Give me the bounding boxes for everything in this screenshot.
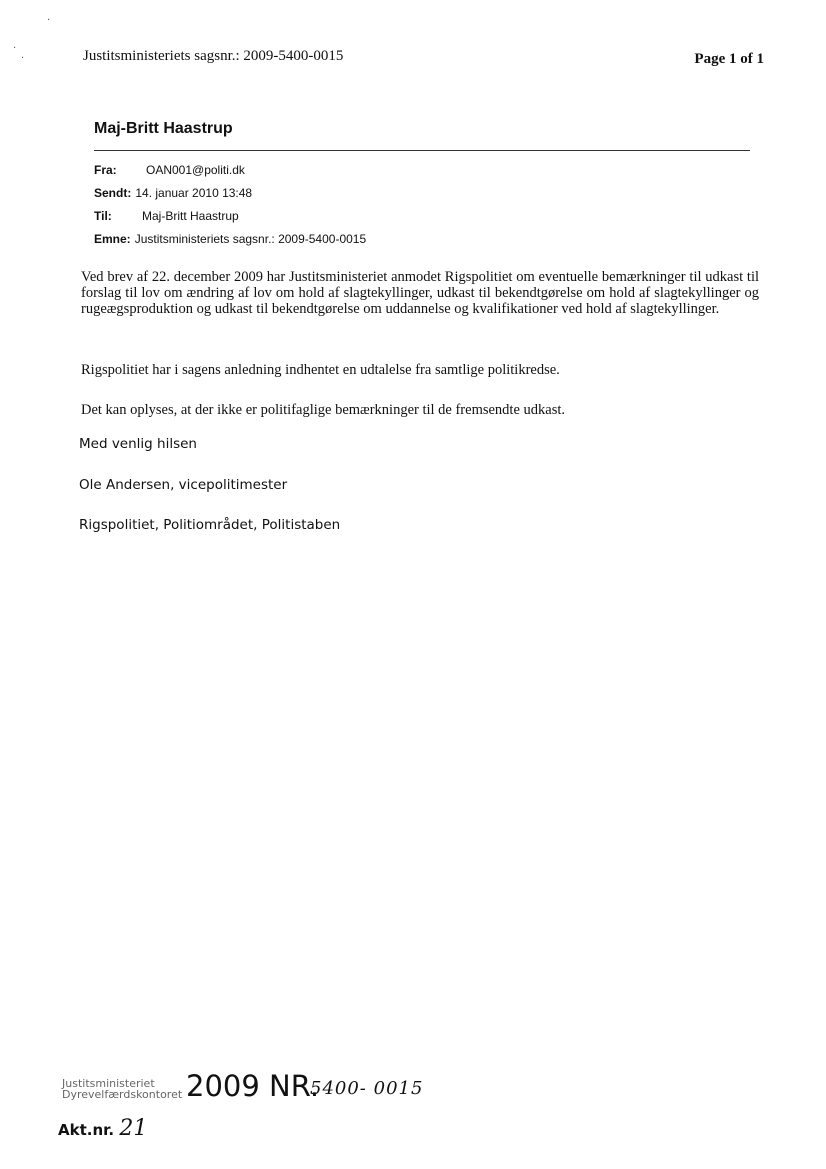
to-value: Maj-Britt Haastrup	[142, 209, 239, 223]
subject-label: Emne:	[94, 232, 131, 246]
sent-value: 14. januar 2010 13:48	[135, 186, 253, 200]
body-paragraph-3: Det kan oplyses, at der ikke er politifaglige bemærkninger til de fremsendte udkast.	[81, 402, 566, 418]
stamp-office-line-2: Dyrevelfærdskontoret	[62, 1088, 183, 1101]
recipient-name: Maj-Britt Haastrup	[94, 120, 233, 137]
header-divider	[94, 150, 750, 151]
email-field-from	[94, 159, 366, 182]
subject-value: Justitsministeriets sagsnr.: 2009-5400-0015	[134, 232, 367, 246]
body-paragraph-2: Rigspolitiet har i sagens anledning indhentet en udtalelse fra samtlige politikredse.	[81, 362, 560, 378]
email-header-fields	[94, 159, 366, 251]
signer-organisation: Rigspolitiet, Politiområdet, Politistaben	[79, 517, 341, 533]
akt-number: 21	[119, 1116, 148, 1141]
page-number: Page 1 of 1	[694, 51, 764, 67]
stamp-office-line-1: Justitsministeriet	[62, 1077, 155, 1090]
email-field-to	[94, 205, 366, 228]
email-field-sent	[94, 182, 366, 205]
stamp-case-handwritten: 5400- 0015	[310, 1078, 424, 1099]
email-field-subject	[94, 228, 366, 251]
to-label: Til:	[94, 209, 112, 223]
scan-speck: .	[21, 50, 25, 61]
case-reference-header: Justitsministeriets sagsnr.: 2009-5400-0015	[83, 48, 344, 64]
scan-speck: .	[47, 12, 51, 23]
document-number	[58, 1116, 147, 1141]
signer-name: Ole Andersen, vicepolitimester	[79, 477, 288, 493]
stamp-office	[62, 1078, 182, 1100]
sent-label: Sendt:	[94, 186, 132, 200]
akt-label: Akt.nr.	[58, 1121, 115, 1139]
closing-greeting: Med venlig hilsen	[79, 436, 197, 452]
from-label: Fra:	[94, 163, 117, 177]
from-value: OAN001@politi.dk	[146, 163, 245, 177]
stamp-case-printed: 2009 NR.	[186, 1069, 320, 1103]
scan-speck: .	[13, 40, 17, 51]
body-paragraph-1: Ved brev af 22. december 2009 har Justitsministeriet anmodet Rigspolitiet om eventuelle bemærkninger til udkast til forslag til lov om ændring af lov om hold af slagtekyllinger, udkast til bekendtgørelse om hold af slagtekyllinger og rugeægsproduktion og udkast til bekendtgørelse om uddannelse og kvalifikationer ved hold af slagtekyllinger.	[81, 269, 759, 317]
